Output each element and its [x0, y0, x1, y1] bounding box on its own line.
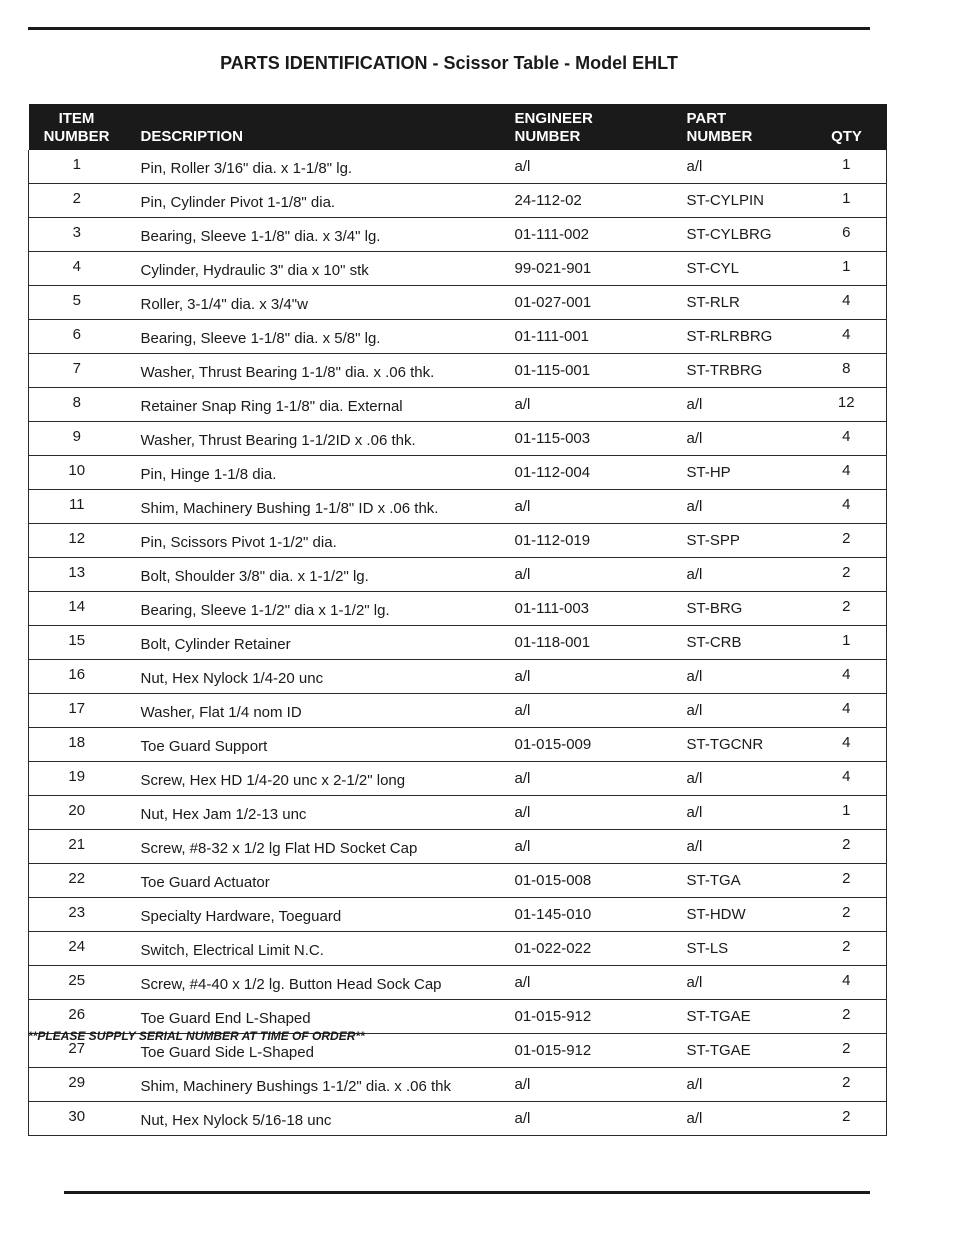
cell-engineer-number: 01-015-009 [515, 728, 687, 762]
cell-engineer-number: a/l [515, 1068, 687, 1102]
cell-part-number: ST-CYL [687, 252, 807, 286]
cell-description: Specialty Hardware, Toeguard [125, 898, 515, 932]
cell-item-number: 1 [29, 150, 125, 184]
cell-qty: 4 [807, 694, 887, 728]
cell-qty: 8 [807, 354, 887, 388]
cell-part-number: a/l [687, 966, 807, 1000]
header-qty: QTY [807, 104, 887, 150]
table-row [29, 184, 887, 218]
cell-part-number: a/l [687, 830, 807, 864]
table-row [29, 150, 887, 184]
cell-description: Washer, Thrust Bearing 1-1/8" dia. x .06 thk. [125, 354, 515, 388]
table-row [29, 728, 887, 762]
cell-qty: 4 [807, 422, 887, 456]
cell-qty: 1 [807, 184, 887, 218]
table-row [29, 864, 887, 898]
cell-part-number: a/l [687, 150, 807, 184]
cell-description: Bearing, Sleeve 1-1/2" dia x 1-1/2" lg. [125, 592, 515, 626]
cell-description: Switch, Electrical Limit N.C. [125, 932, 515, 966]
cell-description: Pin, Roller 3/16" dia. x 1-1/8" lg. [125, 150, 515, 184]
cell-description: Nut, Hex Nylock 5/16-18 unc [125, 1102, 515, 1136]
cell-part-number: a/l [687, 388, 807, 422]
cell-item-number: 11 [29, 490, 125, 524]
cell-item-number: 19 [29, 762, 125, 796]
cell-part-number: a/l [687, 1068, 807, 1102]
table-row [29, 932, 887, 966]
cell-qty: 1 [807, 252, 887, 286]
cell-description: Washer, Thrust Bearing 1-1/2ID x .06 thk. [125, 422, 515, 456]
cell-part-number: ST-TGA [687, 864, 807, 898]
table-row [29, 830, 887, 864]
cell-qty: 6 [807, 218, 887, 252]
cell-engineer-number: 01-111-003 [515, 592, 687, 626]
header-description: DESCRIPTION [125, 104, 515, 150]
table-row [29, 490, 887, 524]
cell-item-number: 29 [29, 1068, 125, 1102]
cell-part-number: a/l [687, 762, 807, 796]
cell-part-number: a/l [687, 558, 807, 592]
cell-part-number: a/l [687, 694, 807, 728]
cell-item-number: 18 [29, 728, 125, 762]
cell-description: Pin, Hinge 1-1/8 dia. [125, 456, 515, 490]
header-part-number [687, 104, 807, 150]
cell-part-number: ST-CRB [687, 626, 807, 660]
cell-description: Bearing, Sleeve 1-1/8" dia. x 3/4" lg. [125, 218, 515, 252]
cell-qty: 4 [807, 320, 887, 354]
cell-description: Bearing, Sleeve 1-1/8" dia. x 5/8" lg. [125, 320, 515, 354]
header-engineer-line2: NUMBER [514, 128, 581, 145]
cell-qty: 2 [807, 1000, 887, 1034]
cell-description: Toe Guard Side L-Shaped [125, 1034, 515, 1068]
header-item-number [29, 104, 125, 150]
cell-engineer-number: a/l [515, 388, 687, 422]
cell-item-number: 2 [29, 184, 125, 218]
cell-engineer-number: 01-022-022 [515, 932, 687, 966]
header-part-line2: NUMBER [686, 128, 753, 145]
cell-part-number: ST-TGAE [687, 1034, 807, 1068]
cell-part-number: ST-RLR [687, 286, 807, 320]
cell-item-number: 16 [29, 660, 125, 694]
table-row [29, 320, 887, 354]
cell-description: Nut, Hex Jam 1/2-13 unc [125, 796, 515, 830]
top-rule [28, 27, 870, 30]
cell-description: Shim, Machinery Bushings 1-1/2" dia. x .06 thk [125, 1068, 515, 1102]
cell-description: Toe Guard End L-Shaped [125, 1000, 515, 1034]
cell-part-number: ST-SPP [687, 524, 807, 558]
cell-part-number: a/l [687, 490, 807, 524]
cell-qty: 2 [807, 1068, 887, 1102]
cell-qty: 4 [807, 728, 887, 762]
header-part-line1: PART [686, 110, 727, 127]
table-body [29, 150, 887, 1136]
table-row [29, 354, 887, 388]
parts-table [28, 104, 887, 1136]
cell-engineer-number: a/l [515, 830, 687, 864]
table-row [29, 422, 887, 456]
table-row [29, 694, 887, 728]
cell-engineer-number: 01-112-019 [515, 524, 687, 558]
cell-engineer-number: a/l [515, 558, 687, 592]
cell-item-number: 26 [29, 1000, 125, 1034]
cell-item-number: 7 [29, 354, 125, 388]
cell-item-number: 12 [29, 524, 125, 558]
cell-description: Washer, Flat 1/4 nom ID [125, 694, 515, 728]
header-item-line1: ITEM [58, 110, 95, 127]
cell-item-number: 20 [29, 796, 125, 830]
cell-item-number: 22 [29, 864, 125, 898]
table-header [29, 104, 887, 150]
cell-description: Pin, Cylinder Pivot 1-1/8" dia. [125, 184, 515, 218]
cell-part-number: ST-TGAE [687, 1000, 807, 1034]
bottom-rule [64, 1191, 870, 1194]
cell-item-number: 13 [29, 558, 125, 592]
cell-part-number: ST-RLRBRG [687, 320, 807, 354]
cell-engineer-number: a/l [515, 796, 687, 830]
cell-description: Screw, #4-40 x 1/2 lg. Button Head Sock Cap [125, 966, 515, 1000]
cell-item-number: 15 [29, 626, 125, 660]
table-row [29, 524, 887, 558]
cell-engineer-number: 99-021-901 [515, 252, 687, 286]
cell-engineer-number: a/l [515, 694, 687, 728]
cell-engineer-number: 01-112-004 [515, 456, 687, 490]
cell-qty: 4 [807, 456, 887, 490]
table-row [29, 660, 887, 694]
cell-item-number: 17 [29, 694, 125, 728]
table-row [29, 592, 887, 626]
cell-engineer-number: a/l [515, 490, 687, 524]
cell-part-number: ST-CYLPIN [687, 184, 807, 218]
cell-engineer-number: 01-115-001 [515, 354, 687, 388]
cell-part-number: ST-LS [687, 932, 807, 966]
cell-qty: 4 [807, 660, 887, 694]
header-engineer-line1: ENGINEER [514, 110, 593, 127]
cell-description: Bolt, Shoulder 3/8" dia. x 1-1/2" lg. [125, 558, 515, 592]
cell-qty: 2 [807, 932, 887, 966]
cell-description: Screw, Hex HD 1/4-20 unc x 2-1/2" long [125, 762, 515, 796]
cell-part-number: ST-TGCNR [687, 728, 807, 762]
cell-engineer-number: 01-111-001 [515, 320, 687, 354]
cell-item-number: 10 [29, 456, 125, 490]
cell-qty: 2 [807, 1102, 887, 1136]
cell-item-number: 25 [29, 966, 125, 1000]
cell-qty: 2 [807, 898, 887, 932]
cell-qty: 2 [807, 830, 887, 864]
table-row [29, 1102, 887, 1136]
cell-qty: 2 [807, 524, 887, 558]
cell-item-number: 23 [29, 898, 125, 932]
cell-part-number: ST-HDW [687, 898, 807, 932]
cell-qty: 2 [807, 864, 887, 898]
cell-qty: 2 [807, 1034, 887, 1068]
cell-part-number: a/l [687, 422, 807, 456]
cell-engineer-number: 01-015-912 [515, 1034, 687, 1068]
cell-engineer-number: 01-115-003 [515, 422, 687, 456]
cell-description: Screw, #8-32 x 1/2 lg Flat HD Socket Cap [125, 830, 515, 864]
cell-description: Shim, Machinery Bushing 1-1/8" ID x .06 thk. [125, 490, 515, 524]
cell-engineer-number: 01-015-912 [515, 1000, 687, 1034]
cell-qty: 12 [807, 388, 887, 422]
cell-engineer-number: a/l [515, 150, 687, 184]
table-row [29, 762, 887, 796]
cell-part-number: a/l [687, 1102, 807, 1136]
cell-part-number: a/l [687, 796, 807, 830]
cell-item-number: 9 [29, 422, 125, 456]
table-row [29, 626, 887, 660]
footer-note: **PLEASE SUPPLY SERIAL NUMBER AT TIME OF ORDER** [28, 1029, 365, 1043]
table-row [29, 218, 887, 252]
cell-engineer-number: 24-112-02 [515, 184, 687, 218]
table-row [29, 286, 887, 320]
cell-description: Roller, 3-1/4" dia. x 3/4"w [125, 286, 515, 320]
table-row [29, 388, 887, 422]
cell-item-number: 14 [29, 592, 125, 626]
cell-engineer-number: a/l [515, 762, 687, 796]
cell-item-number: 24 [29, 932, 125, 966]
cell-engineer-number: 01-111-002 [515, 218, 687, 252]
table-row [29, 898, 887, 932]
cell-engineer-number: 01-145-010 [515, 898, 687, 932]
cell-engineer-number: a/l [515, 1102, 687, 1136]
cell-engineer-number: 01-015-008 [515, 864, 687, 898]
cell-description: Toe Guard Actuator [125, 864, 515, 898]
cell-part-number: ST-BRG [687, 592, 807, 626]
cell-qty: 4 [807, 286, 887, 320]
table-row [29, 252, 887, 286]
cell-description: Toe Guard Support [125, 728, 515, 762]
cell-item-number: 8 [29, 388, 125, 422]
cell-qty: 2 [807, 592, 887, 626]
cell-engineer-number: a/l [515, 660, 687, 694]
page-title: PARTS IDENTIFICATION - Scissor Table - Model EHLT [220, 53, 678, 73]
table-row [29, 456, 887, 490]
cell-item-number: 3 [29, 218, 125, 252]
cell-item-number: 4 [29, 252, 125, 286]
cell-part-number: ST-TRBRG [687, 354, 807, 388]
header-row [29, 104, 887, 150]
cell-description: Retainer Snap Ring 1-1/8" dia. External [125, 388, 515, 422]
header-engineer-number [515, 104, 687, 150]
cell-description: Pin, Scissors Pivot 1-1/2" dia. [125, 524, 515, 558]
table-row [29, 796, 887, 830]
cell-description: Cylinder, Hydraulic 3" dia x 10" stk [125, 252, 515, 286]
cell-qty: 4 [807, 490, 887, 524]
cell-qty: 4 [807, 762, 887, 796]
cell-part-number: ST-CYLBRG [687, 218, 807, 252]
table-row [29, 966, 887, 1000]
cell-qty: 1 [807, 796, 887, 830]
cell-qty: 1 [807, 626, 887, 660]
cell-qty: 2 [807, 558, 887, 592]
cell-description: Bolt, Cylinder Retainer [125, 626, 515, 660]
cell-item-number: 6 [29, 320, 125, 354]
cell-item-number: 27 [29, 1034, 125, 1068]
table-row [29, 1068, 887, 1102]
cell-part-number: ST-HP [687, 456, 807, 490]
cell-part-number: a/l [687, 660, 807, 694]
cell-engineer-number: 01-027-001 [515, 286, 687, 320]
header-item-line2: NUMBER [43, 128, 110, 145]
table-row [29, 558, 887, 592]
cell-qty: 4 [807, 966, 887, 1000]
cell-item-number: 30 [29, 1102, 125, 1136]
cell-description: Nut, Hex Nylock 1/4-20 unc [125, 660, 515, 694]
cell-engineer-number: 01-118-001 [515, 626, 687, 660]
cell-item-number: 5 [29, 286, 125, 320]
cell-item-number: 21 [29, 830, 125, 864]
cell-qty: 1 [807, 150, 887, 184]
cell-engineer-number: a/l [515, 966, 687, 1000]
